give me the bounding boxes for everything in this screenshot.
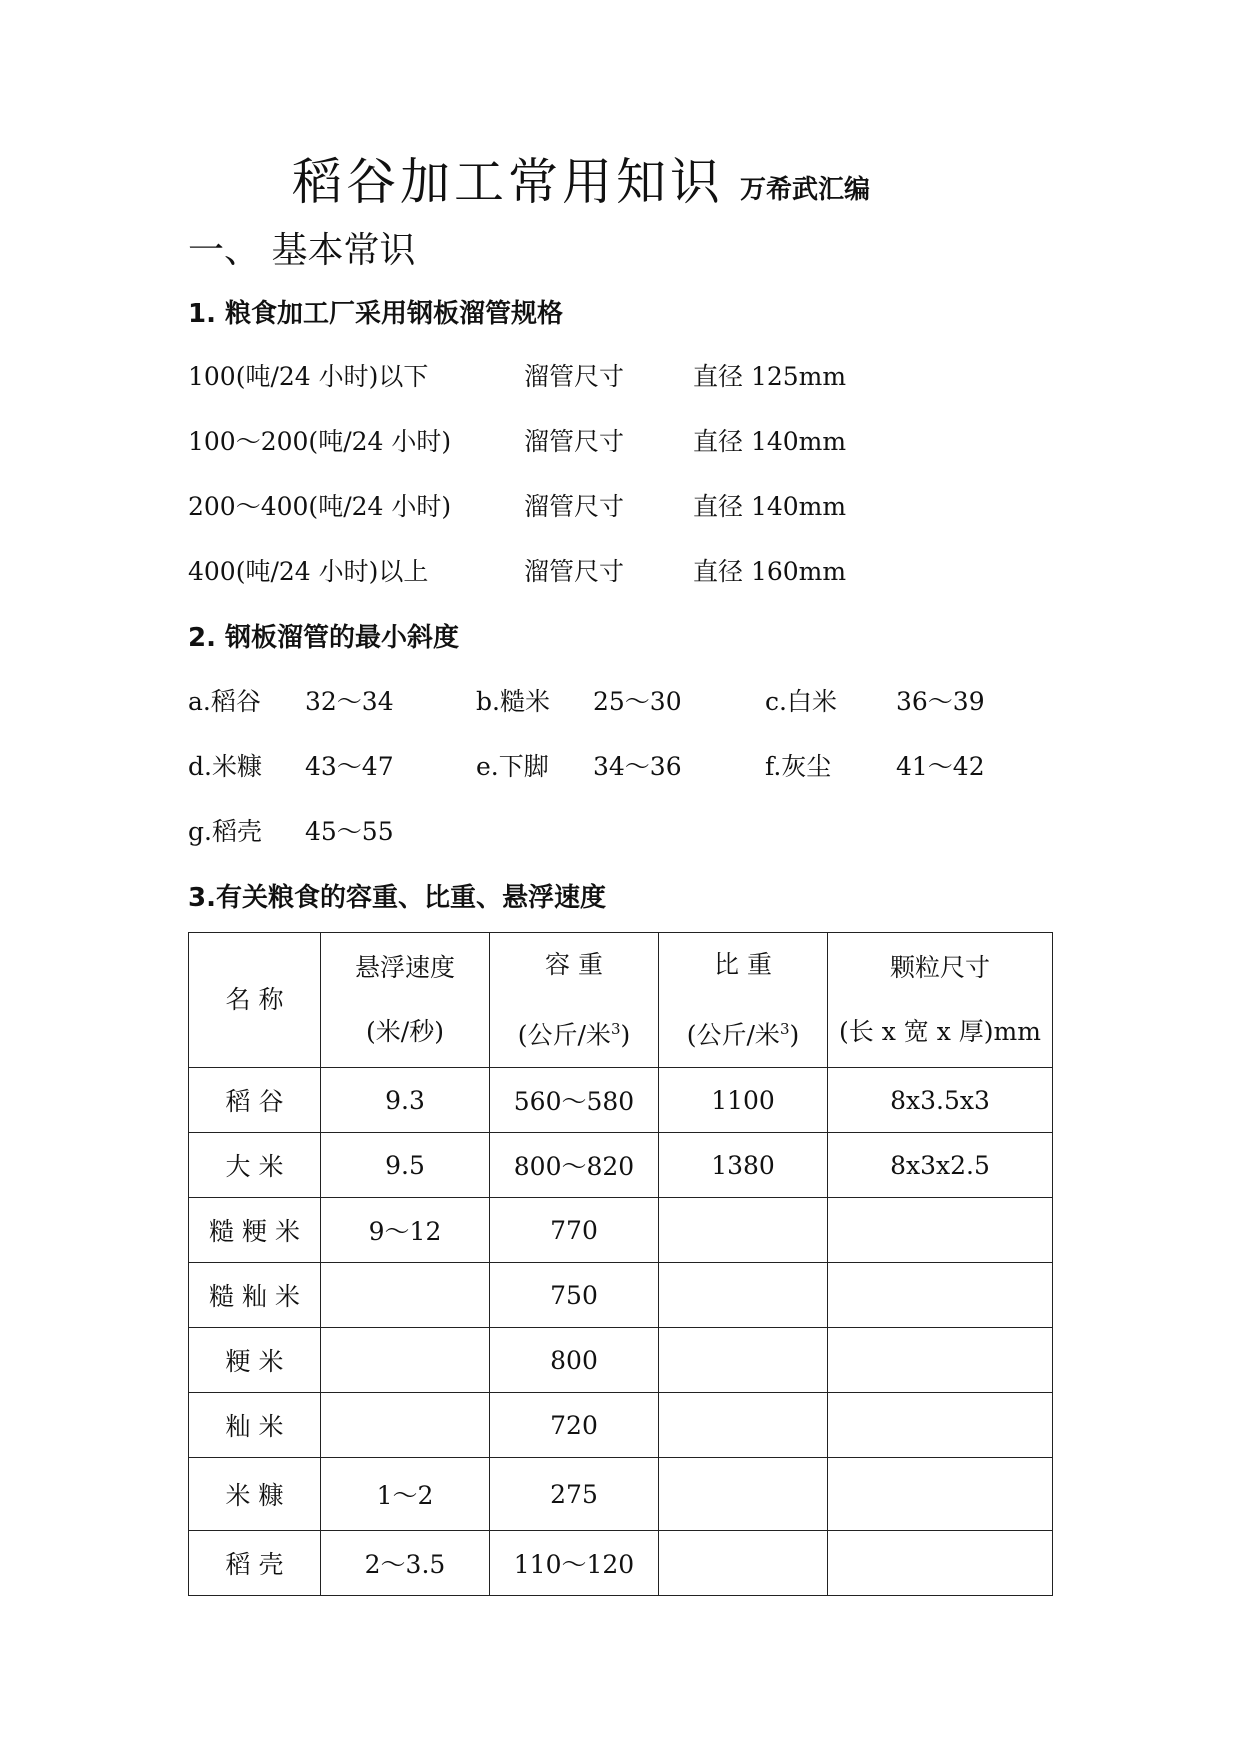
slope-item-label: e.下脚 xyxy=(476,752,549,781)
header-suspension-speed xyxy=(321,933,490,1068)
cell-name: 稻 谷 xyxy=(189,1068,321,1133)
section1-row-size: 直径 140mm xyxy=(693,427,847,456)
cell-specific: 1380 xyxy=(659,1133,828,1198)
slope-item-value: 45～55 xyxy=(305,817,394,846)
cell-bulk: 800～820 xyxy=(490,1133,659,1198)
header-speed-line1: 悬浮速度 xyxy=(354,953,455,983)
section1-row-capacity: 200～400(吨/24 小时) xyxy=(188,492,452,521)
cell-size: 8x3.5x3 xyxy=(828,1068,1053,1133)
slope-item-label: a.稻谷 xyxy=(188,687,261,716)
cell-speed xyxy=(321,1263,490,1328)
slope-item-label: b.糙米 xyxy=(476,687,550,716)
cell-speed: 9～12 xyxy=(321,1198,490,1263)
header-size-line1: 颗粒尺寸 xyxy=(889,953,990,983)
cell-bulk: 275 xyxy=(490,1458,659,1531)
slope-item-value: 34～36 xyxy=(593,752,682,781)
section1-row-capacity: 100(吨/24 小时)以下 xyxy=(188,362,429,391)
header-name xyxy=(189,933,321,1068)
section1-row-label: 溜管尺寸 xyxy=(524,492,625,521)
section1-row-capacity: 400(吨/24 小时)以上 xyxy=(188,557,429,586)
header-speed-line2: (米/秒) xyxy=(366,1017,444,1047)
grain-properties-table xyxy=(188,932,1053,1596)
table-row xyxy=(189,1328,1053,1393)
cell-speed xyxy=(321,1393,490,1458)
header-bulk-density xyxy=(490,933,659,1068)
table-row xyxy=(189,1531,1053,1596)
table-row xyxy=(189,1068,1053,1133)
cell-size xyxy=(828,1328,1053,1393)
cell-bulk: 560～580 xyxy=(490,1068,659,1133)
cell-name: 籼 米 xyxy=(189,1393,321,1458)
header-specific-gravity xyxy=(659,933,828,1068)
table-row xyxy=(189,1133,1053,1198)
table-row xyxy=(189,1198,1053,1263)
header-specific-unit: (公斤/米 xyxy=(686,1020,780,1050)
cell-size xyxy=(828,1531,1053,1596)
cell-bulk: 750 xyxy=(490,1263,659,1328)
header-specific-line1: 比 重 xyxy=(714,950,772,979)
slope-item-value: 25～30 xyxy=(593,687,682,716)
table-row xyxy=(189,1263,1053,1328)
slope-item-value: 32～34 xyxy=(305,687,394,716)
cell-speed: 2～3.5 xyxy=(321,1531,490,1596)
header-specific-sup: 3 xyxy=(779,1020,790,1038)
cell-size: 8x3x2.5 xyxy=(828,1133,1053,1198)
document-title: 稻谷加工常用知识 xyxy=(292,153,724,211)
section1-row-capacity: 100～200(吨/24 小时) xyxy=(188,427,452,456)
header-bulk-tail: ) xyxy=(620,1020,631,1050)
cell-name: 米 糠 xyxy=(189,1458,321,1531)
cell-name: 粳 米 xyxy=(189,1328,321,1393)
cell-size xyxy=(828,1263,1053,1328)
table-header-row xyxy=(189,933,1053,1068)
slope-item-value: 43～47 xyxy=(305,752,394,781)
cell-name: 糙 籼 米 xyxy=(189,1263,321,1328)
cell-specific xyxy=(659,1393,828,1458)
cell-bulk: 720 xyxy=(490,1393,659,1458)
slope-item-label: f.灰尘 xyxy=(765,752,832,781)
header-particle-size xyxy=(828,933,1053,1068)
slope-item-value: 41～42 xyxy=(896,752,985,781)
section-heading-basics: 一、 基本常识 xyxy=(188,230,416,271)
header-bulk-sup: 3 xyxy=(610,1020,621,1038)
section3-heading: 3.有关粮食的容重、比重、悬浮速度 xyxy=(188,883,606,913)
cell-speed: 9.5 xyxy=(321,1133,490,1198)
cell-name: 大 米 xyxy=(189,1133,321,1198)
cell-speed xyxy=(321,1328,490,1393)
cell-size xyxy=(828,1198,1053,1263)
cell-specific xyxy=(659,1263,828,1328)
cell-specific xyxy=(659,1531,828,1596)
header-specific-tail: ) xyxy=(789,1020,800,1050)
cell-bulk: 800 xyxy=(490,1328,659,1393)
section1-heading: 1. 粮食加工厂采用钢板溜管规格 xyxy=(188,299,564,329)
cell-bulk: 770 xyxy=(490,1198,659,1263)
cell-size xyxy=(828,1458,1053,1531)
header-bulk-unit: (公斤/米 xyxy=(517,1020,611,1050)
cell-name: 糙 粳 米 xyxy=(189,1198,321,1263)
cell-speed: 1～2 xyxy=(321,1458,490,1531)
header-specific-line2 xyxy=(659,997,827,1067)
cell-specific xyxy=(659,1328,828,1393)
document-author: 万希武汇编 xyxy=(740,175,871,205)
cell-specific xyxy=(659,1198,828,1263)
section1-row-size: 直径 125mm xyxy=(693,362,847,391)
cell-bulk: 110～120 xyxy=(490,1531,659,1596)
section1-row-label: 溜管尺寸 xyxy=(524,427,625,456)
section2-heading: 2. 钢板溜管的最小斜度 xyxy=(188,623,460,653)
header-bulk-line1: 容 重 xyxy=(545,950,603,979)
slope-item-label: d.米糠 xyxy=(188,752,262,781)
table-row xyxy=(189,1393,1053,1458)
slope-item-label: c.白米 xyxy=(765,687,837,716)
cell-specific xyxy=(659,1458,828,1531)
cell-size xyxy=(828,1393,1053,1458)
slope-item-label: g.稻壳 xyxy=(188,817,262,846)
cell-speed: 9.3 xyxy=(321,1068,490,1133)
header-name-line1: 名 称 xyxy=(225,985,284,1015)
header-size-line2: (长 x 宽 x 厚)mm xyxy=(839,1017,1041,1047)
cell-name: 稻 壳 xyxy=(189,1531,321,1596)
section1-row-label: 溜管尺寸 xyxy=(524,362,625,391)
section1-row-size: 直径 140mm xyxy=(693,492,847,521)
section1-row-size: 直径 160mm xyxy=(693,557,847,586)
slope-item-value: 36～39 xyxy=(896,687,985,716)
cell-specific: 1100 xyxy=(659,1068,828,1133)
table-row xyxy=(189,1458,1053,1531)
section1-row-label: 溜管尺寸 xyxy=(524,557,625,586)
header-bulk-line2 xyxy=(490,997,658,1067)
